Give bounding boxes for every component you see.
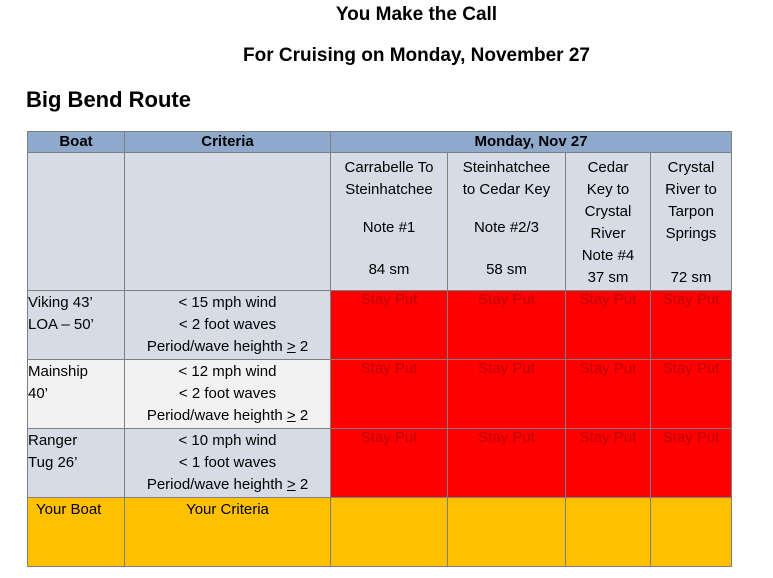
segment-1-note: Note #1: [362, 219, 416, 236]
call-cell: Stay Put: [651, 360, 732, 429]
segment-4-line: River to: [665, 181, 717, 198]
segment-2-line: Steinhatchee: [462, 159, 551, 176]
cruising-table: [27, 131, 732, 567]
your-call-cell: [448, 498, 566, 567]
header-date: Monday, Nov 27: [331, 132, 732, 153]
header-boat: Boat: [28, 132, 125, 153]
segment-2-line: to Cedar Key: [462, 181, 551, 198]
criteria-wind: < 15 mph wind: [178, 294, 277, 311]
boat-name: Ranger: [28, 432, 78, 449]
segment-1-line: Steinhatchee: [345, 181, 433, 198]
table-row: [28, 429, 732, 498]
call-cell: Stay Put: [448, 429, 566, 498]
segment-3-distance: 37 sm: [587, 269, 629, 286]
segment-3-line: Crystal: [584, 203, 632, 220]
page-title: You Make the Call: [335, 4, 498, 25]
your-boat-row: [28, 498, 732, 567]
segment-4-distance: 72 sm: [670, 269, 712, 286]
segment-blank-boat: [28, 153, 125, 291]
segment-4: [651, 153, 732, 291]
boat-name: Tug 26’: [28, 454, 78, 471]
your-boat-cell: Your Boat: [28, 498, 125, 567]
call-cell: Stay Put: [448, 291, 566, 360]
segment-4-line: Crystal: [667, 159, 715, 176]
call-cell: Stay Put: [331, 429, 448, 498]
criteria-cell: [125, 360, 331, 429]
call-cell: Stay Put: [651, 429, 732, 498]
criteria-wind: < 10 mph wind: [178, 432, 277, 449]
boat-name: LOA – 50’: [28, 316, 94, 333]
criteria-waves: < 2 foot waves: [178, 316, 277, 333]
page-subtitle: For Cruising on Monday, November 27: [243, 45, 590, 66]
call-cell: Stay Put: [448, 360, 566, 429]
criteria-wind: < 12 mph wind: [178, 363, 277, 380]
segment-3: [566, 153, 651, 291]
boat-cell: [28, 291, 125, 360]
boat-name: 40’: [28, 385, 49, 402]
your-call-cell: [331, 498, 448, 567]
criteria-cell: [125, 429, 331, 498]
segment-2: [448, 153, 566, 291]
boat-cell: [28, 429, 125, 498]
header-criteria: Criteria: [125, 132, 331, 153]
call-cell: Stay Put: [566, 291, 651, 360]
header-row: [28, 132, 732, 153]
call-cell: Stay Put: [331, 291, 448, 360]
criteria-waves: < 2 foot waves: [178, 385, 277, 402]
criteria-period: Period/wave heighth > 2: [146, 338, 309, 355]
segment-3-line: Cedar: [587, 159, 629, 176]
segment-1: [331, 153, 448, 291]
boat-cell: [28, 360, 125, 429]
segment-3-line: River: [590, 225, 626, 242]
call-cell: Stay Put: [651, 291, 732, 360]
segment-1-line: Carrabelle To: [344, 159, 434, 176]
criteria-period: Period/wave heighth > 2: [146, 407, 309, 424]
call-cell: Stay Put: [566, 429, 651, 498]
segment-2-note: Note #2/3: [473, 219, 540, 236]
call-cell: Stay Put: [331, 360, 448, 429]
table-row: [28, 291, 732, 360]
criteria-waves: < 1 foot waves: [178, 454, 277, 471]
segment-3-note: Note #4: [581, 247, 635, 264]
segment-row: [28, 153, 732, 291]
boat-name: Viking 43’: [28, 294, 93, 311]
segment-2-distance: 58 sm: [486, 261, 527, 278]
route-heading: Big Bend Route: [26, 87, 191, 112]
segment-blank-criteria: [125, 153, 331, 291]
your-criteria-cell: Your Criteria: [125, 498, 331, 567]
your-call-cell: [566, 498, 651, 567]
table-row: [28, 360, 732, 429]
criteria-cell: [125, 291, 331, 360]
your-call-cell: [651, 498, 732, 567]
segment-4-line: Springs: [665, 225, 717, 242]
segment-4-line: Tarpon: [668, 203, 714, 220]
segment-1-distance: 84 sm: [368, 261, 410, 278]
boat-name: Mainship: [28, 363, 89, 380]
segment-3-line: Key to: [586, 181, 630, 198]
criteria-period: Period/wave heighth > 2: [146, 476, 309, 493]
call-cell: Stay Put: [566, 360, 651, 429]
